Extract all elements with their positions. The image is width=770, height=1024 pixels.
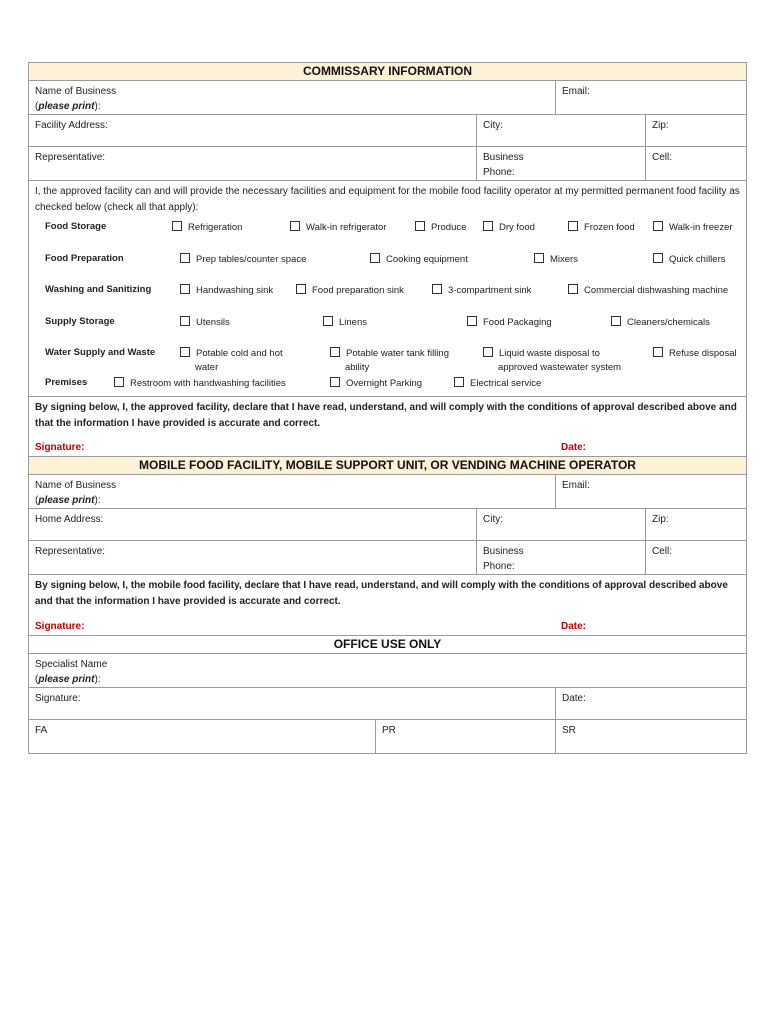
option-label: Commercial dishwashing machine	[584, 285, 729, 296]
checkbox[interactable]	[290, 221, 300, 231]
checkbox[interactable]	[568, 284, 578, 294]
checkbox[interactable]	[454, 377, 464, 387]
option-produce[interactable]	[415, 221, 466, 235]
category-food-storage: Food Storage	[45, 221, 107, 232]
business-name-label: Name of Business	[35, 86, 117, 97]
option-handwashing-sink[interactable]	[180, 284, 273, 298]
option-liquid-waste-disposal[interactable]	[483, 347, 621, 375]
option-label: Walk-in freezer	[669, 222, 733, 233]
checkbox[interactable]	[483, 221, 493, 231]
category-food-preparation: Food Preparation	[45, 253, 124, 264]
application-form	[28, 62, 747, 754]
commissary-declaration: By signing below, I, the approved facility, declare that I have read, understand, and will comply with the conditions of approval described above and that the information I have provided is accurate and correct.	[35, 402, 737, 429]
commissary-representative-field[interactable]	[29, 147, 476, 180]
option-refrigeration[interactable]	[172, 221, 242, 235]
checkbox[interactable]	[172, 221, 182, 231]
commissary-zip-field[interactable]	[645, 115, 746, 146]
option-label: Produce	[431, 222, 467, 233]
cell-label: Cell:	[652, 152, 673, 163]
zip-label: Zip:	[652, 514, 669, 525]
mobile-business-row	[28, 475, 747, 509]
commissary-city-field[interactable]	[476, 115, 645, 146]
option-label: Cooking equipment	[386, 254, 468, 265]
commissary-business-phone-field[interactable]	[476, 147, 645, 180]
please-print-hint: please print	[38, 495, 95, 506]
fa-label: FA	[35, 725, 48, 736]
office-signature-row	[28, 688, 747, 720]
option-label-cont: approved wastewater system	[498, 362, 622, 373]
mobile-city-field[interactable]	[476, 509, 645, 540]
option-label: 3-compartment sink	[448, 285, 532, 296]
option-label: Food Packaging	[483, 317, 552, 328]
option-electrical-service[interactable]	[454, 377, 541, 391]
commissary-declaration-block	[28, 397, 747, 457]
option-food-packaging[interactable]	[467, 316, 552, 330]
city-label: City:	[483, 514, 503, 525]
mobile-declaration-block	[28, 575, 747, 636]
option-label-cont: water	[195, 362, 219, 373]
category-premises: Premises	[45, 377, 88, 388]
option-label: Potable water tank filling	[346, 348, 449, 359]
fa-field[interactable]	[29, 720, 375, 753]
mobile-representative-row	[28, 541, 747, 575]
mobile-address-row	[28, 509, 747, 541]
option-label: Mixers	[550, 254, 578, 265]
option-label: Potable cold and hot	[196, 348, 283, 359]
checkbox[interactable]	[296, 284, 306, 294]
email-label: Email:	[562, 86, 590, 97]
checkbox[interactable]	[180, 316, 190, 326]
facility-statement: I, the approved facility can and will provide the necessary facilities and equipment for the mobile food facility operator at my permitted permanent food facility as checked below (check all that apply):	[35, 186, 740, 213]
option-label-cont: ability	[345, 362, 370, 373]
facilities-checklist	[28, 181, 747, 397]
option-quick-chillers[interactable]	[653, 253, 726, 267]
facility-address-label: Facility Address:	[35, 120, 108, 131]
specialist-name-field[interactable]: Specialist Name (please print):	[29, 654, 746, 687]
office-date-field[interactable]	[555, 688, 746, 719]
commissary-business-row	[28, 81, 747, 115]
option-walkin-freezer[interactable]	[653, 221, 733, 235]
option-label: Linens	[339, 317, 367, 328]
option-label: Frozen food	[584, 222, 635, 233]
office-date-label: Date:	[562, 693, 586, 704]
email-label: Email:	[562, 480, 590, 491]
commissary-representative-row	[28, 147, 747, 181]
option-label: Utensils	[196, 317, 230, 328]
mobile-representative-field[interactable]	[29, 541, 476, 574]
checkbox[interactable]	[180, 253, 190, 263]
checkbox[interactable]	[467, 316, 477, 326]
category-water-supply-waste: Water Supply and Waste	[45, 347, 156, 358]
option-cleaners-chemicals[interactable]	[611, 316, 710, 330]
sr-field[interactable]	[555, 720, 746, 753]
commissary-cell-field[interactable]	[645, 147, 746, 180]
office-signature-field[interactable]	[29, 688, 555, 719]
checkbox[interactable]	[180, 347, 190, 357]
option-label: Electrical service	[470, 378, 542, 389]
mobile-zip-field[interactable]	[645, 509, 746, 540]
option-label: Handwashing sink	[196, 285, 274, 296]
option-walkin-refrigerator[interactable]	[290, 221, 386, 235]
option-label: Refrigeration	[188, 222, 243, 233]
please-print-hint: please print	[38, 674, 95, 685]
please-print-hint: please print	[38, 101, 95, 112]
office-signature-label: Signature:	[35, 693, 81, 704]
option-potable-cold-hot-water[interactable]	[180, 347, 283, 375]
checkbox[interactable]	[483, 347, 493, 357]
business-label: Business	[483, 152, 524, 163]
office-codes-row	[28, 720, 747, 754]
option-label: Liquid waste disposal to	[499, 348, 600, 359]
mobile-signature-label[interactable]: Signature:	[35, 621, 85, 632]
commissary-signature-label[interactable]: Signature:	[35, 442, 85, 453]
checkbox[interactable]	[611, 316, 621, 326]
office-specialist-row	[28, 654, 747, 688]
business-name-label: Name of Business	[35, 480, 117, 491]
mobile-business-phone-field[interactable]	[476, 541, 645, 574]
zip-label: Zip:	[652, 120, 669, 131]
option-potable-tank-filling[interactable]	[330, 347, 449, 375]
cell-label: Cell:	[652, 546, 673, 557]
option-dishwashing-machine[interactable]	[568, 284, 728, 298]
checkbox[interactable]	[370, 253, 380, 263]
sr-label: SR	[562, 725, 576, 736]
checkbox[interactable]	[568, 221, 578, 231]
checkbox[interactable]	[653, 347, 663, 357]
option-overnight-parking[interactable]	[330, 377, 422, 391]
mobile-declaration: By signing below, I, the mobile food facility, declare that I have read, understand, and will comply with the conditions of approval described above and that the information I have provided is accurate and correct.	[35, 580, 728, 607]
checkbox[interactable]	[330, 347, 340, 357]
checkbox[interactable]	[653, 253, 663, 263]
option-label: Walk-in refrigerator	[306, 222, 387, 233]
option-prep-tables[interactable]	[180, 253, 306, 267]
option-label: Food preparation sink	[312, 285, 404, 296]
checkbox[interactable]	[180, 284, 190, 294]
mobile-cell-field[interactable]	[645, 541, 746, 574]
facility-address-field[interactable]	[29, 115, 476, 146]
home-address-field[interactable]	[29, 509, 476, 540]
representative-label: Representative:	[35, 152, 106, 163]
phone-label: Phone:	[483, 167, 515, 178]
mobile-section-header: MOBILE FOOD FACILITY, MOBILE SUPPORT UNIT, OR VENDING MACHINE OPERATOR	[28, 457, 747, 475]
option-mixers[interactable]	[534, 253, 578, 267]
specialist-name-label: Specialist Name	[35, 659, 108, 670]
commissary-section-header: COMMISSARY INFORMATION	[28, 62, 747, 81]
home-address-label: Home Address:	[35, 514, 104, 525]
pr-label: PR	[382, 725, 396, 736]
mobile-business-name-field[interactable]: Name of Business (please print):	[29, 475, 555, 508]
option-cooking-equipment[interactable]	[370, 253, 468, 267]
phone-label: Phone:	[483, 561, 515, 572]
mobile-date-label[interactable]: Date:	[561, 621, 587, 632]
checkbox[interactable]	[114, 377, 124, 387]
checkbox[interactable]	[534, 253, 544, 263]
office-section-header: OFFICE USE ONLY	[28, 636, 747, 654]
option-food-prep-sink[interactable]	[296, 284, 404, 298]
pr-field[interactable]	[375, 720, 555, 753]
option-label: Quick chillers	[669, 254, 726, 265]
option-label: Refuse disposal	[669, 348, 737, 359]
option-refuse-disposal[interactable]	[653, 347, 737, 361]
option-3-compartment-sink[interactable]	[432, 284, 531, 298]
commissary-business-name-field[interactable]: Name of Business (please print):	[29, 81, 555, 114]
option-frozen-food[interactable]	[568, 221, 635, 235]
option-label: Restroom with handwashing facilities	[130, 378, 286, 389]
option-dry-food[interactable]	[483, 221, 535, 235]
option-linens[interactable]	[323, 316, 367, 330]
option-label: Overnight Parking	[346, 378, 423, 389]
option-utensils[interactable]	[180, 316, 230, 330]
checkbox[interactable]	[432, 284, 442, 294]
checkbox[interactable]	[653, 221, 663, 231]
commissary-email-field[interactable]	[555, 81, 746, 114]
option-label: Dry food	[499, 222, 535, 233]
option-label: Prep tables/counter space	[196, 254, 307, 265]
checkbox[interactable]	[415, 221, 425, 231]
option-restroom[interactable]	[114, 377, 286, 391]
checkbox[interactable]	[323, 316, 333, 326]
commissary-date-label[interactable]: Date:	[561, 442, 587, 453]
mobile-email-field[interactable]	[555, 475, 746, 508]
category-washing-sanitizing: Washing and Sanitizing	[45, 284, 152, 295]
representative-label: Representative:	[35, 546, 106, 557]
business-label: Business	[483, 546, 524, 557]
city-label: City:	[483, 120, 503, 131]
option-label: Cleaners/chemicals	[627, 317, 710, 328]
commissary-address-row	[28, 115, 747, 147]
category-supply-storage: Supply Storage	[45, 316, 115, 327]
checkbox[interactable]	[330, 377, 340, 387]
